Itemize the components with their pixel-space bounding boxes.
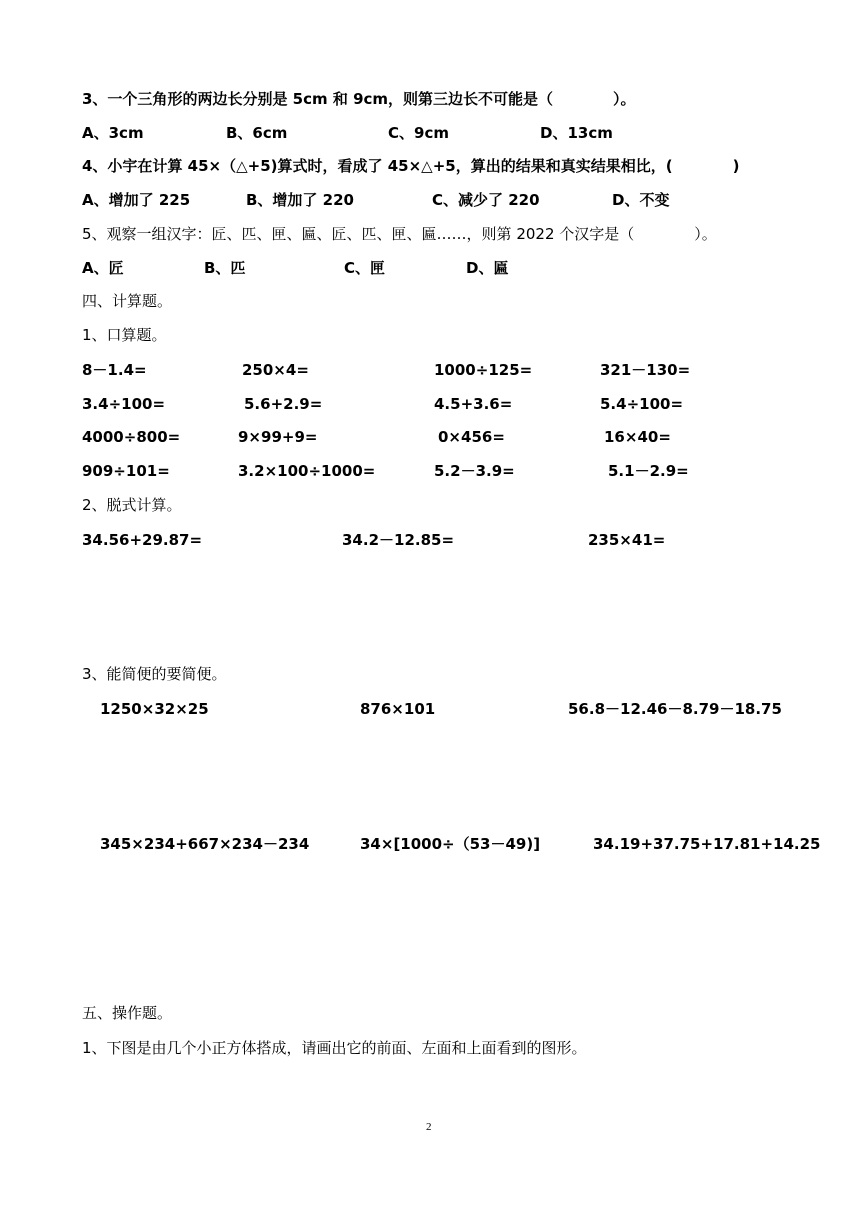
simplify-item: 345×234+667×234－234 bbox=[100, 835, 310, 853]
vertical-item: 34.56+29.87= bbox=[82, 531, 203, 549]
oral-item: 8－1.4= bbox=[82, 361, 147, 379]
simplify-item: 876×101 bbox=[360, 700, 436, 718]
oral-item: 3.4÷100= bbox=[82, 395, 166, 413]
oral-item: 5.2－3.9= bbox=[434, 462, 515, 480]
page-number: 2 bbox=[426, 1121, 432, 1133]
section5-q1: 1、下图是由几个小正方体搭成，请画出它的前面、左面和上面看到的图形。 bbox=[82, 1039, 587, 1057]
vertical-item: 235×41= bbox=[588, 531, 666, 549]
q4-option-a: A、增加了 225 bbox=[82, 191, 191, 209]
q3-option-d: D、13cm bbox=[540, 124, 613, 142]
simplify-item: 1250×32×25 bbox=[100, 700, 209, 718]
q5-option-d: D、匾 bbox=[466, 259, 509, 277]
q4-option-d: D、不变 bbox=[612, 191, 670, 209]
q5-option-a: A、匠 bbox=[82, 259, 124, 277]
q3-option-b: B、6cm bbox=[226, 124, 288, 142]
q3-option-a: A、3cm bbox=[82, 124, 144, 142]
simplify-title: 3、能简便的要简便。 bbox=[82, 665, 227, 683]
oral-item: 0×456= bbox=[438, 428, 505, 446]
q4-option-b: B、增加了 220 bbox=[246, 191, 354, 209]
simplify-item: 34×[1000÷（53－49)] bbox=[360, 835, 541, 853]
oral-calc-title: 1、口算题。 bbox=[82, 326, 167, 344]
oral-item: 16×40= bbox=[604, 428, 671, 446]
simplify-item: 56.8－12.46－8.79－18.75 bbox=[568, 700, 782, 718]
oral-item: 909÷101= bbox=[82, 462, 170, 480]
q3-stem: 3、一个三角形的两边长分别是 5cm 和 9cm，则第三边长不可能是（ ）。 bbox=[82, 90, 636, 108]
oral-item: 9×99+9= bbox=[238, 428, 318, 446]
oral-item: 250×4= bbox=[242, 361, 309, 379]
q3-option-c: C、9cm bbox=[388, 124, 449, 142]
oral-item: 5.1－2.9= bbox=[608, 462, 689, 480]
simplify-item: 34.19+37.75+17.81+14.25 bbox=[593, 835, 821, 853]
section5-title: 五、操作题。 bbox=[82, 1004, 173, 1022]
q5-option-b: B、匹 bbox=[204, 259, 246, 277]
q5-option-c: C、匣 bbox=[344, 259, 386, 277]
vertical-item: 34.2－12.85= bbox=[342, 531, 455, 549]
section4-title: 四、计算题。 bbox=[82, 292, 173, 310]
oral-item: 1000÷125= bbox=[434, 361, 533, 379]
oral-item: 5.4÷100= bbox=[600, 395, 684, 413]
oral-item: 3.2×100÷1000= bbox=[238, 462, 376, 480]
oral-item: 5.6+2.9= bbox=[244, 395, 323, 413]
q5-stem: 5、观察一组汉字：匠、匹、匣、匾、匠、匹、匣、匾……，则第 2022 个汉字是（ ）。 bbox=[82, 225, 717, 243]
oral-item: 321－130= bbox=[600, 361, 691, 379]
q4-option-c: C、减少了 220 bbox=[432, 191, 540, 209]
vertical-calc-title: 2、脱式计算。 bbox=[82, 496, 182, 514]
oral-item: 4000÷800= bbox=[82, 428, 181, 446]
oral-item: 4.5+3.6= bbox=[434, 395, 513, 413]
q4-stem: 4、小宇在计算 45×（△+5)算式时，看成了 45×△+5，算出的结果和真实结果相比，( ) bbox=[82, 157, 740, 175]
